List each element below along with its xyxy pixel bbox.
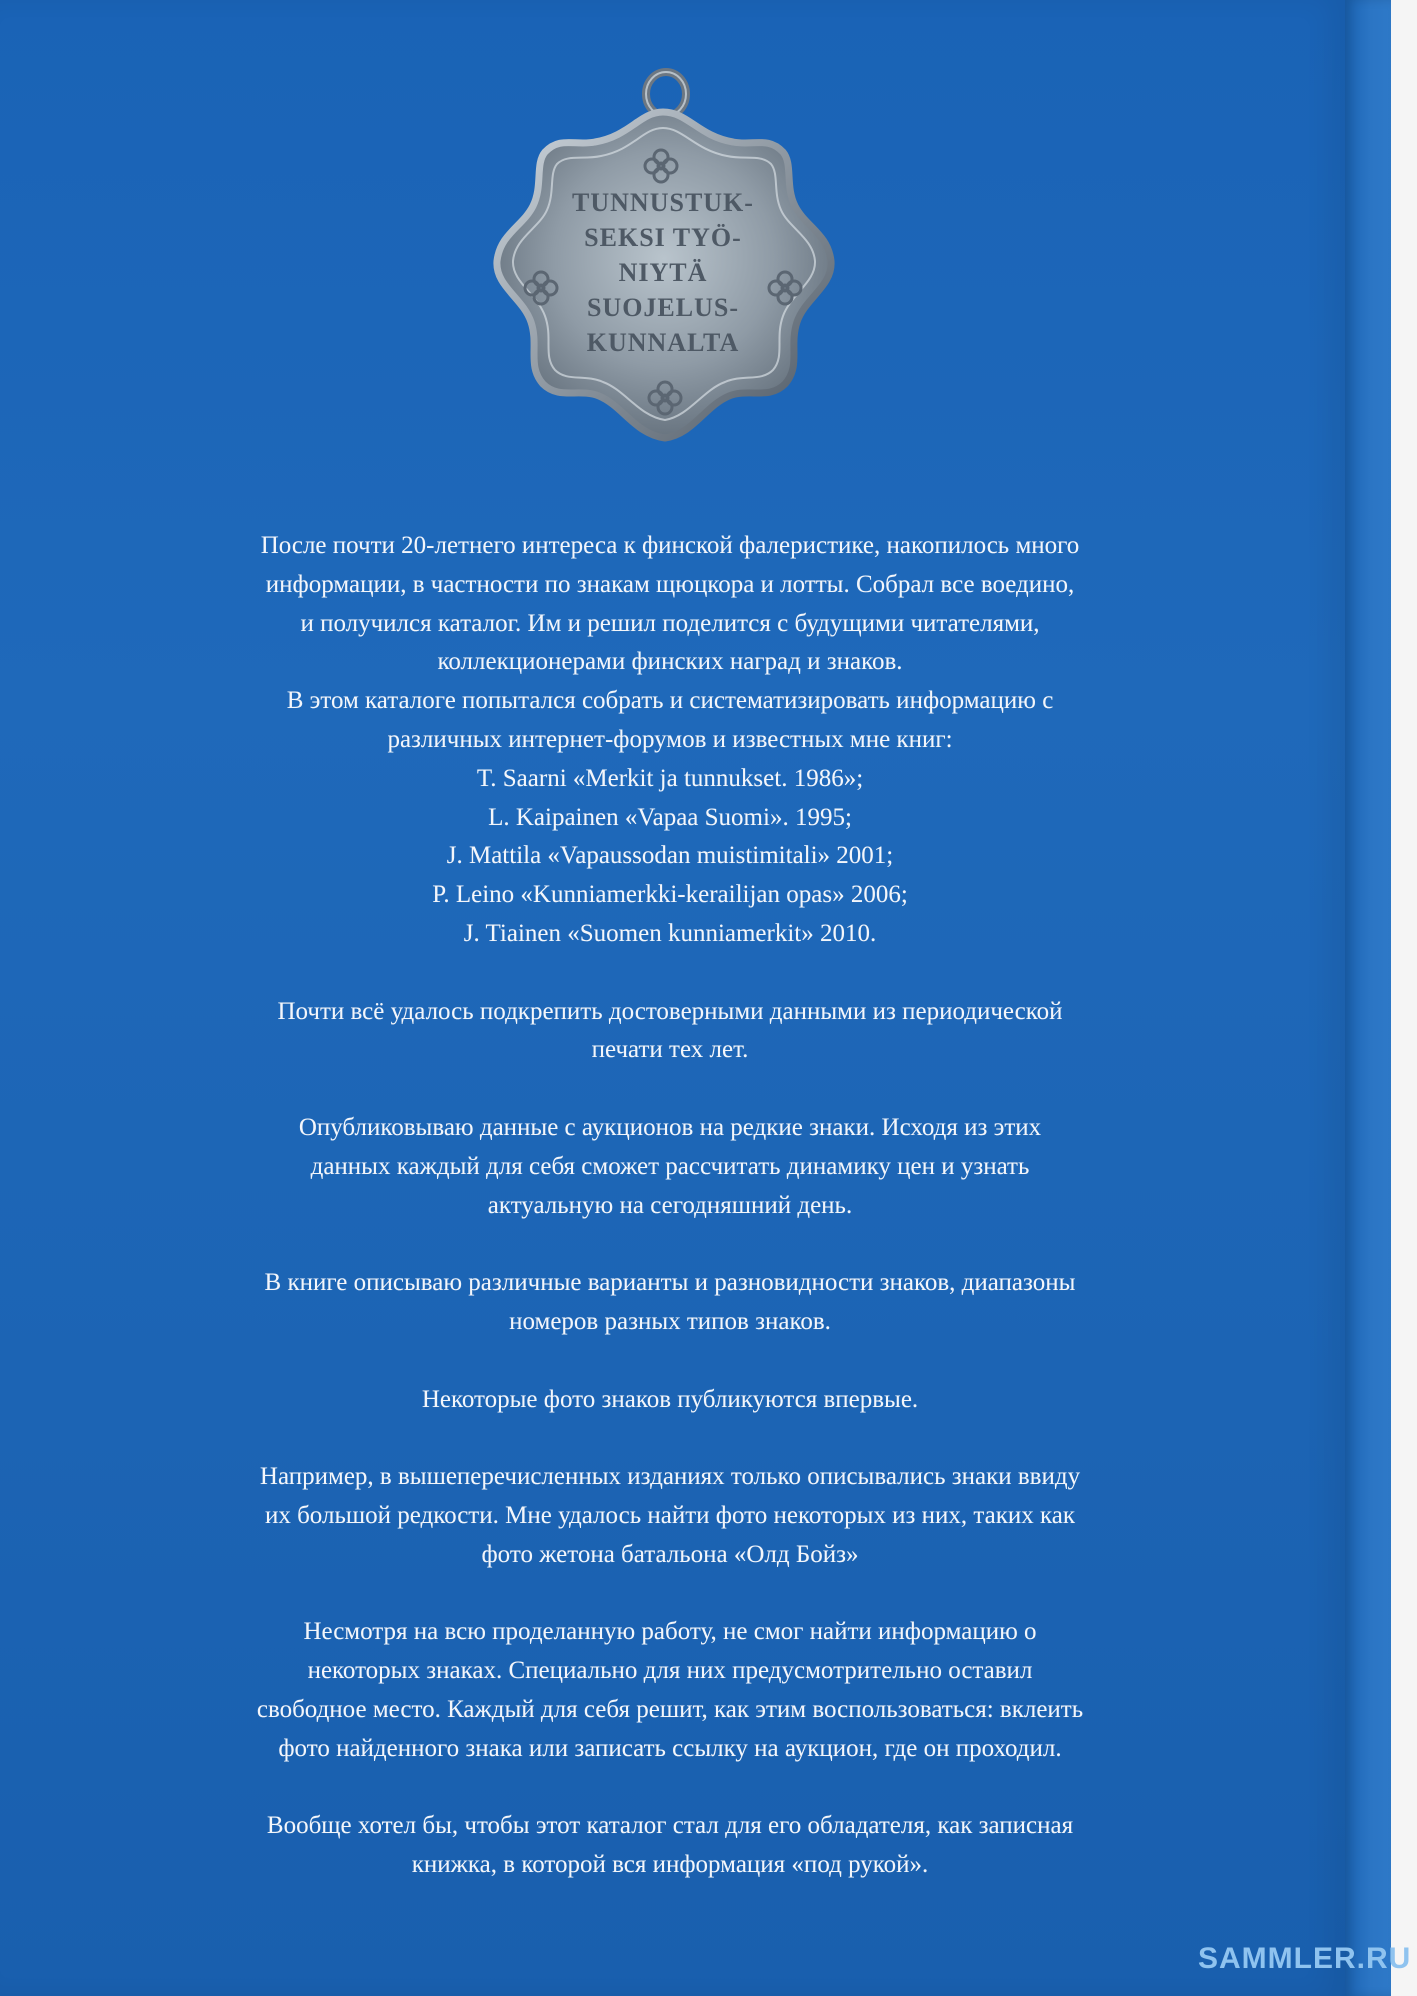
- text-line: Например, в вышеперечисленных изданиях только описывались знаки ввиду: [259, 1463, 1081, 1491]
- paragraph-gap: [160, 1070, 1180, 1109]
- text-line: Почти всё удалось подкрепить достоверными данными из периодической: [277, 997, 1063, 1025]
- badge-inscription-line: TUNNUSTUK-: [572, 188, 754, 217]
- text-line: их большой редкости. Мне удалось найти фото некоторых из них, таких как: [264, 1501, 1076, 1529]
- text-line: различных интернет-форумов и известных мне книг:: [387, 725, 953, 753]
- text-line: T. Saarni «Merkit ja tunnukset. 1986»;: [476, 764, 864, 792]
- text-line: После почти 20-летнего интереса к финской фалеристике, накопилось много: [260, 532, 1080, 559]
- paragraph-gap: [160, 1419, 1180, 1458]
- text-line: Несмотря на всю проделанную работу, не смог найти информацию о: [303, 1618, 1037, 1646]
- text-line: Вообще хотел бы, чтобы этот каталог стал для его обладателя, как записная: [266, 1812, 1074, 1840]
- text-line: некоторых знаках. Специально для них предусмотрительно оставил: [307, 1657, 1033, 1685]
- paragraph-gap: [160, 1769, 1180, 1808]
- text-line: В книге описываю различные варианты и разновидности знаков, диапазоны: [264, 1269, 1076, 1297]
- text-line: книжка, в которой вся информация «под рукой».: [411, 1851, 929, 1879]
- text-line: J. Mattila «Vapaussodan muistimitali» 2001;: [446, 842, 894, 870]
- text-line: J. Tiainen «Suomen kunniamerkit» 2010.: [463, 919, 877, 947]
- badge-inscription-line: NIYTÄ: [618, 258, 708, 287]
- text-line: Опубликовываю данные с аукционов на редкие знаки. Исходя из этих: [298, 1113, 1042, 1141]
- paragraph-gap: [160, 1342, 1180, 1381]
- text-line: печати тех лет.: [591, 1036, 749, 1064]
- text-line: данных каждый для себя сможет рассчитать динамику цен и узнать: [310, 1152, 1030, 1180]
- badge-inscription-line: KUNNALTA: [586, 328, 740, 357]
- annotation-text: [160, 527, 1180, 1885]
- text-line: актуальную на сегодняшний день.: [487, 1191, 853, 1219]
- text-line: Некоторые фото знаков публикуются впервые.: [421, 1385, 919, 1413]
- text-line: информации, в частности по знакам щюцкора и лотты. Собрал все воедино,: [265, 570, 1075, 598]
- text-line: свободное место. Каждый для себя решит, как этим воспользоваться: вклеить: [256, 1695, 1084, 1723]
- text-line: фото жетона батальона «Олд Бойз»: [481, 1540, 859, 1568]
- text-line: В этом каталоге попытался собрать и систематизировать информацию с: [286, 687, 1054, 715]
- text-line: и получился каталог. Им и решил поделится с будущими читателями,: [300, 609, 1040, 637]
- text-line: фото найденного знака или записать ссылку на аукцион, где он проходил.: [278, 1734, 1062, 1762]
- text-line: номеров разных типов знаков.: [509, 1307, 831, 1335]
- paragraph-gap: [160, 1575, 1180, 1614]
- badge-inscription-line: SEKSI TYÖ-: [584, 223, 742, 252]
- badge-medal-icon: [483, 66, 843, 466]
- text-line: P. Leino «Kunniamerkki-kerailijan opas» 2006;: [432, 881, 908, 909]
- badge-image: [483, 66, 843, 466]
- paper-edge: [1391, 0, 1417, 1996]
- badge-inscription-line: SUOJELUS-: [586, 293, 740, 322]
- text-line: L. Kaipainen «Vapaa Suomi». 1995;: [488, 803, 852, 831]
- paragraph-gap: [160, 954, 1180, 993]
- watermark-logo: SAMMLER.RU: [1198, 1942, 1412, 1975]
- text-line: коллекционерами финских наград и знаков.: [437, 648, 903, 676]
- book-spine: [1345, 0, 1391, 1996]
- paragraph-gap: [160, 1225, 1180, 1264]
